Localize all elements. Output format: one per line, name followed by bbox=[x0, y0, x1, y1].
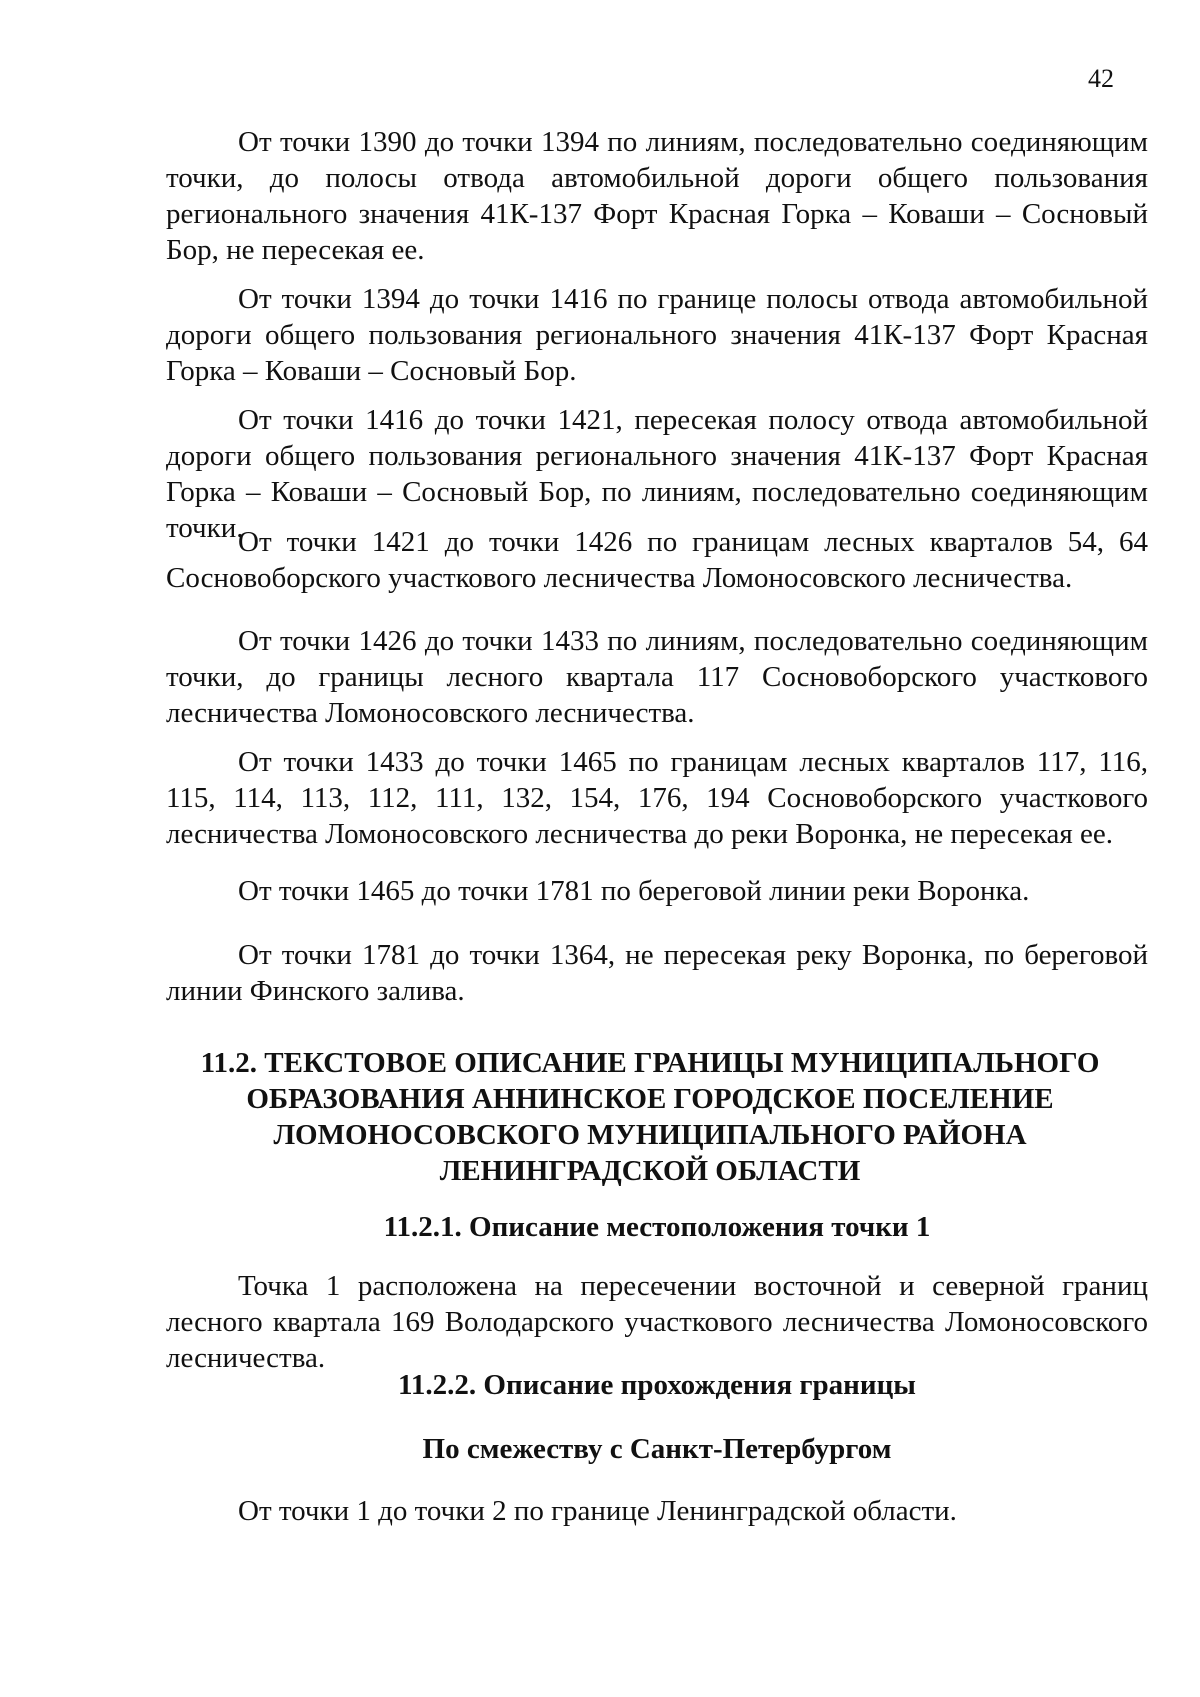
paragraph-8: От точки 1781 до точки 1364, не пересекая реку Воронка, по береговой линии Финского залива. bbox=[166, 939, 1148, 1007]
paragraph-1: От точки 1390 до точки 1394 по линиям, последовательно соединяющим точки, до полосы отвода автомобильной дороги общего пользования регионального значения 41К-137 Форт Красная Горка – Коваши – Сосновый Бор, не пересекая ее. bbox=[166, 126, 1148, 266]
paragraph-2: От точки 1394 до точки 1416 по границе полосы отвода автомобильной дороги общего пользования регионального значения 41К-137 Форт Красная Горка – Коваши – Сосновый Бор. bbox=[166, 283, 1148, 387]
paragraph-3: От точки 1416 до точки 1421, пересекая полосу отвода автомобильной дороги общего пользования регионального значения 41К-137 Форт Красная Горка – Коваши – Сосновый Бор, по линиям, последовательно соединяющим точки. bbox=[166, 404, 1148, 544]
paragraph-4: От точки 1421 до точки 1426 по границам лесных кварталов 54, 64 Сосновоборского участкового лесничества Ломоносовского лесничества. bbox=[166, 526, 1148, 594]
paragraph-6: От точки 1433 до точки 1465 по границам лесных кварталов 117, 116, 115, 114, 113, 112, 111, 132, 154, 176, 194 Сосновоборского участкового лесничества Ломоносовского лесничества до реки Воронка, не пересекая ее. bbox=[166, 746, 1148, 850]
subsection-1-heading: 11.2.1. Описание местоположения точки 1 bbox=[383, 1211, 931, 1243]
paragraph-5: От точки 1426 до точки 1433 по линиям, последовательно соединяющим точки, до границы лесного квартала 117 Сосновоборского участкового лесничества Ломоносовского лесничества. bbox=[166, 625, 1148, 729]
section-heading: 11.2. ТЕКСТОВОЕ ОПИСАНИЕ ГРАНИЦЫ МУНИЦИПАЛЬНОГО ОБРАЗОВАНИЯ АННИНСКОЕ ГОРОДСКОЕ ПОСЕЛЕНИЕ ЛОМОНОСОВСКОГО МУНИЦИПАЛЬНОГО РАЙОНА ЛЕНИНГРАДСКОЙ ОБЛАСТИ bbox=[200, 1047, 1100, 1187]
subsection-2-heading: 11.2.2. Описание прохождения границы bbox=[398, 1369, 916, 1401]
subsection-2-subheading: По смежеству с Санкт-Петербургом bbox=[422, 1433, 892, 1465]
paragraph-7: От точки 1465 до точки 1781 по береговой линии реки Воронка. bbox=[238, 875, 1030, 907]
subsection-1-text: Точка 1 расположена на пересечении восточной и северной границ лесного квартала 169 Володарского участкового лесничества Ломоносовского лесничества. bbox=[166, 1270, 1148, 1374]
page-number: 42 bbox=[1088, 64, 1114, 93]
subsection-2-text: От точки 1 до точки 2 по границе Ленинградской области. bbox=[238, 1495, 957, 1527]
